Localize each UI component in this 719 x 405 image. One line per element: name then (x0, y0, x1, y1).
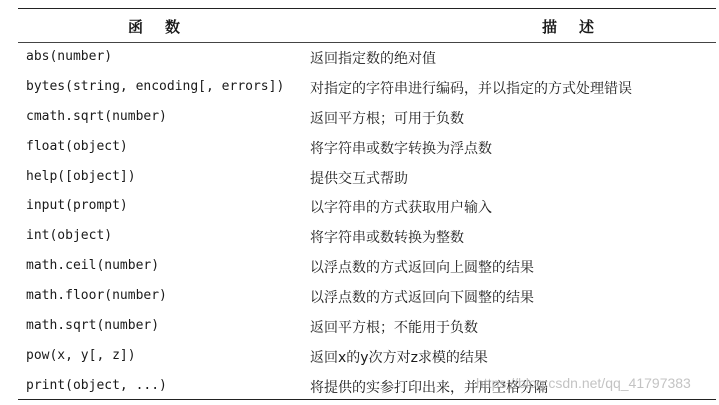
function-signature: help([object]) (26, 168, 136, 184)
function-description: 以浮点数的方式返回向下圆整的结果 (310, 290, 534, 307)
table-row (18, 342, 716, 372)
table-row (18, 163, 716, 193)
function-signature: int(object) (26, 228, 113, 244)
table-row (18, 252, 716, 282)
table-row (18, 222, 716, 252)
function-signature: math.sqrt(number) (26, 318, 160, 334)
table-body (18, 43, 716, 402)
function-description: 提供交互式帮助 (310, 170, 408, 187)
function-description: 以浮点数的方式返回向上圆整的结果 (310, 260, 534, 277)
table-row (18, 103, 716, 133)
header-function: 函数 (128, 18, 203, 36)
table-row (18, 133, 716, 163)
watermark: https://blog.csdn.net/qq_41797383 (476, 375, 691, 391)
function-description: 返回指定数的绝对值 (310, 51, 436, 67)
function-signature: float(object) (26, 138, 128, 154)
function-signature: print(object, ...) (26, 377, 167, 393)
header-description: 描述 (542, 18, 617, 36)
function-description: 将字符串或数字转换为浮点数 (310, 140, 492, 157)
function-signature: bytes(string, encoding[, errors]) (26, 78, 285, 94)
function-signature: input(prompt) (26, 198, 128, 214)
function-description: 返回平方根；可用于负数 (310, 110, 464, 127)
table-row (18, 73, 716, 103)
function-signature: cmath.sqrt(number) (26, 108, 167, 124)
function-description: 返回平方根；不能用于负数 (310, 320, 478, 337)
function-signature: abs(number) (26, 49, 113, 64)
function-description: 将提供的实参打印出来，并用空格分隔 (310, 379, 548, 396)
table-row (18, 312, 716, 342)
function-description: 以字符串的方式获取用户输入 (310, 200, 492, 217)
table-header (18, 8, 716, 43)
function-signature: math.ceil(number) (26, 258, 160, 274)
table-row (18, 192, 716, 222)
function-description: 返回x的y次方对z求模的结果 (310, 349, 488, 366)
function-description: 对指定的字符串进行编码，并以指定的方式处理错误 (310, 80, 632, 97)
functions-table (18, 8, 716, 402)
function-signature: pow(x, y[, z]) (26, 347, 136, 363)
function-signature: math.floor(number) (26, 288, 167, 304)
table-row (18, 282, 716, 312)
bottom-rule (18, 399, 716, 400)
function-description: 将字符串或数转换为整数 (310, 230, 464, 247)
table-row (18, 43, 716, 73)
